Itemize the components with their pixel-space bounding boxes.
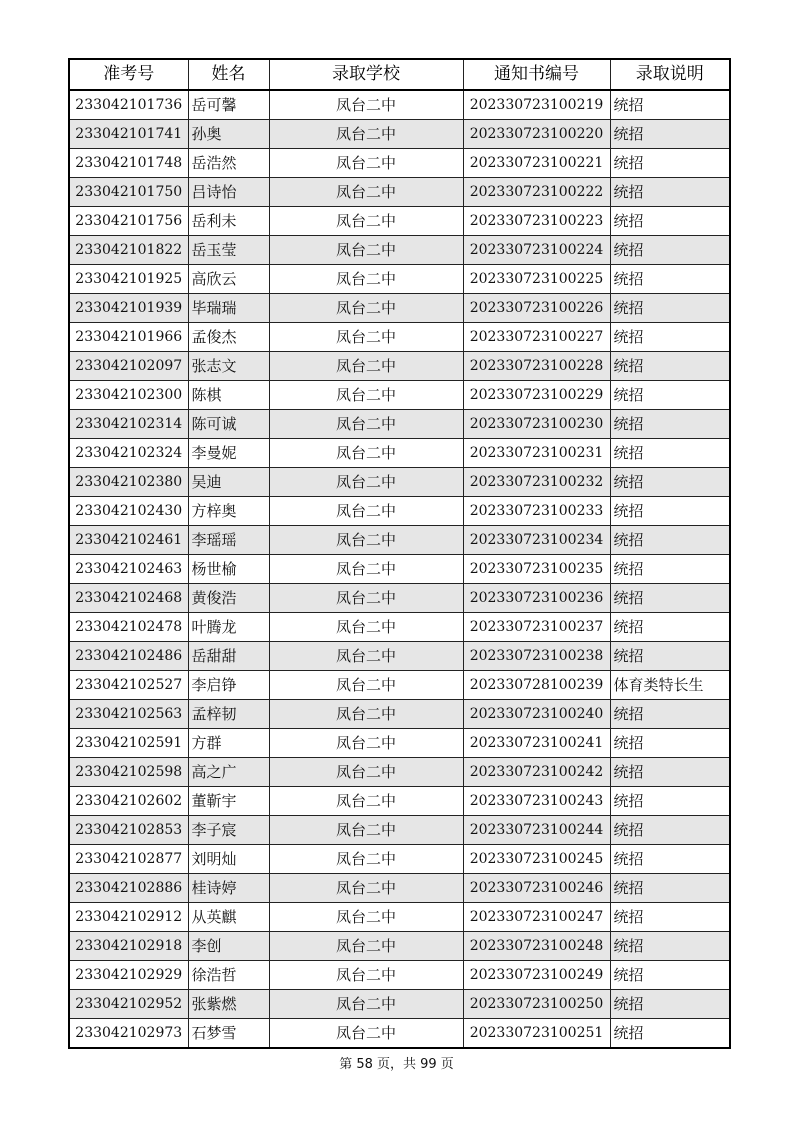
table-row xyxy=(69,903,730,932)
table-row xyxy=(69,816,730,845)
cell-school: 凤台二中 xyxy=(269,729,463,758)
cell-admission-note: 统招 xyxy=(610,149,730,178)
cell-notice-number: 202330728100239 xyxy=(463,671,610,700)
cell-admission-note: 统招 xyxy=(610,352,730,381)
cell-exam-id: 233042102430 xyxy=(69,497,188,526)
header-school: 录取学校 xyxy=(269,59,463,90)
cell-exam-id: 233042102463 xyxy=(69,555,188,584)
cell-school: 凤台二中 xyxy=(269,526,463,555)
cell-exam-id: 233042102912 xyxy=(69,903,188,932)
table-row xyxy=(69,729,730,758)
table-row xyxy=(69,468,730,497)
table-row xyxy=(69,497,730,526)
header-name: 姓名 xyxy=(188,59,269,90)
cell-notice-number: 202330723100231 xyxy=(463,439,610,468)
table-row xyxy=(69,410,730,439)
table-row xyxy=(69,294,730,323)
cell-notice-number: 202330723100251 xyxy=(463,1019,610,1049)
cell-school: 凤台二中 xyxy=(269,468,463,497)
table-row xyxy=(69,120,730,149)
cell-admission-note: 统招 xyxy=(610,787,730,816)
table-row xyxy=(69,787,730,816)
cell-exam-id: 233042102478 xyxy=(69,613,188,642)
cell-student-name: 孙奥 xyxy=(188,120,269,149)
cell-student-name: 陈棋 xyxy=(188,381,269,410)
table-row xyxy=(69,613,730,642)
cell-exam-id: 233042102973 xyxy=(69,1019,188,1049)
cell-school: 凤台二中 xyxy=(269,1019,463,1049)
cell-exam-id: 233042101736 xyxy=(69,90,188,120)
cell-student-name: 孟梓韧 xyxy=(188,700,269,729)
cell-exam-id: 233042101925 xyxy=(69,265,188,294)
cell-student-name: 岳甜甜 xyxy=(188,642,269,671)
table-row xyxy=(69,1019,730,1049)
cell-school: 凤台二中 xyxy=(269,787,463,816)
cell-admission-note: 统招 xyxy=(610,207,730,236)
page-footer: 第 58 页，共 99 页 xyxy=(339,1057,454,1072)
cell-admission-note: 统招 xyxy=(610,178,730,207)
cell-exam-id: 233042101822 xyxy=(69,236,188,265)
cell-exam-id: 233042101939 xyxy=(69,294,188,323)
cell-school: 凤台二中 xyxy=(269,149,463,178)
cell-admission-note: 统招 xyxy=(610,584,730,613)
cell-school: 凤台二中 xyxy=(269,903,463,932)
cell-school: 凤台二中 xyxy=(269,555,463,584)
cell-notice-number: 202330723100233 xyxy=(463,497,610,526)
cell-notice-number: 202330723100227 xyxy=(463,323,610,352)
cell-notice-number: 202330723100235 xyxy=(463,555,610,584)
cell-notice-number: 202330723100222 xyxy=(463,178,610,207)
cell-student-name: 石梦雪 xyxy=(188,1019,269,1049)
cell-student-name: 徐浩哲 xyxy=(188,961,269,990)
cell-student-name: 高之广 xyxy=(188,758,269,787)
cell-notice-number: 202330723100234 xyxy=(463,526,610,555)
table-row xyxy=(69,526,730,555)
admission-table-container xyxy=(68,58,729,1049)
cell-notice-number: 202330723100229 xyxy=(463,381,610,410)
cell-admission-note: 统招 xyxy=(610,990,730,1019)
cell-student-name: 董靳宇 xyxy=(188,787,269,816)
cell-exam-id: 233042102598 xyxy=(69,758,188,787)
table-row xyxy=(69,323,730,352)
cell-school: 凤台二中 xyxy=(269,120,463,149)
cell-school: 凤台二中 xyxy=(269,845,463,874)
cell-notice-number: 202330723100244 xyxy=(463,816,610,845)
cell-admission-note: 统招 xyxy=(610,439,730,468)
cell-student-name: 毕瑞瑞 xyxy=(188,294,269,323)
cell-student-name: 杨世榆 xyxy=(188,555,269,584)
cell-school: 凤台二中 xyxy=(269,613,463,642)
cell-student-name: 从英麒 xyxy=(188,903,269,932)
cell-notice-number: 202330723100224 xyxy=(463,236,610,265)
cell-school: 凤台二中 xyxy=(269,961,463,990)
cell-admission-note: 统招 xyxy=(610,932,730,961)
cell-student-name: 叶腾龙 xyxy=(188,613,269,642)
header-row xyxy=(69,59,730,90)
cell-exam-id: 233042102486 xyxy=(69,642,188,671)
table-row xyxy=(69,439,730,468)
cell-admission-note: 统招 xyxy=(610,236,730,265)
cell-admission-note: 统招 xyxy=(610,468,730,497)
cell-admission-note: 统招 xyxy=(610,323,730,352)
cell-exam-id: 233042102468 xyxy=(69,584,188,613)
cell-school: 凤台二中 xyxy=(269,584,463,613)
cell-notice-number: 202330723100247 xyxy=(463,903,610,932)
cell-exam-id: 233042102380 xyxy=(69,468,188,497)
cell-school: 凤台二中 xyxy=(269,323,463,352)
cell-school: 凤台二中 xyxy=(269,932,463,961)
cell-school: 凤台二中 xyxy=(269,236,463,265)
cell-exam-id: 233042102461 xyxy=(69,526,188,555)
table-row xyxy=(69,961,730,990)
cell-exam-id: 233042102877 xyxy=(69,845,188,874)
header-admission-note: 录取说明 xyxy=(610,59,730,90)
cell-admission-note: 统招 xyxy=(610,294,730,323)
cell-school: 凤台二中 xyxy=(269,874,463,903)
cell-student-name: 刘明灿 xyxy=(188,845,269,874)
cell-student-name: 李创 xyxy=(188,932,269,961)
cell-exam-id: 233042102853 xyxy=(69,816,188,845)
cell-admission-note: 统招 xyxy=(610,729,730,758)
admission-table xyxy=(68,58,731,1049)
cell-student-name: 陈可诚 xyxy=(188,410,269,439)
table-row xyxy=(69,207,730,236)
cell-exam-id: 233042102952 xyxy=(69,990,188,1019)
cell-notice-number: 202330723100250 xyxy=(463,990,610,1019)
cell-notice-number: 202330723100230 xyxy=(463,410,610,439)
cell-notice-number: 202330723100228 xyxy=(463,352,610,381)
cell-school: 凤台二中 xyxy=(269,381,463,410)
header-notice-number: 通知书编号 xyxy=(463,59,610,90)
cell-exam-id: 233042102097 xyxy=(69,352,188,381)
cell-school: 凤台二中 xyxy=(269,990,463,1019)
cell-admission-note: 统招 xyxy=(610,613,730,642)
table-row xyxy=(69,845,730,874)
cell-student-name: 黄俊浩 xyxy=(188,584,269,613)
table-row xyxy=(69,700,730,729)
cell-notice-number: 202330723100237 xyxy=(463,613,610,642)
cell-admission-note: 统招 xyxy=(610,120,730,149)
cell-student-name: 岳浩然 xyxy=(188,149,269,178)
cell-notice-number: 202330723100226 xyxy=(463,294,610,323)
table-row xyxy=(69,90,730,120)
cell-student-name: 桂诗婷 xyxy=(188,874,269,903)
cell-admission-note: 统招 xyxy=(610,90,730,120)
cell-admission-note: 统招 xyxy=(610,526,730,555)
cell-student-name: 吴迪 xyxy=(188,468,269,497)
cell-school: 凤台二中 xyxy=(269,207,463,236)
cell-admission-note: 统招 xyxy=(610,1019,730,1049)
cell-exam-id: 233042101748 xyxy=(69,149,188,178)
cell-admission-note: 统招 xyxy=(610,700,730,729)
cell-notice-number: 202330723100238 xyxy=(463,642,610,671)
cell-admission-note: 统招 xyxy=(610,642,730,671)
cell-student-name: 张紫燃 xyxy=(188,990,269,1019)
table-row xyxy=(69,758,730,787)
cell-notice-number: 202330723100223 xyxy=(463,207,610,236)
cell-notice-number: 202330723100219 xyxy=(463,90,610,120)
cell-exam-id: 233042102563 xyxy=(69,700,188,729)
cell-student-name: 方群 xyxy=(188,729,269,758)
cell-school: 凤台二中 xyxy=(269,816,463,845)
cell-school: 凤台二中 xyxy=(269,410,463,439)
cell-admission-note: 统招 xyxy=(610,903,730,932)
cell-notice-number: 202330723100243 xyxy=(463,787,610,816)
cell-student-name: 高欣云 xyxy=(188,265,269,294)
cell-school: 凤台二中 xyxy=(269,439,463,468)
cell-notice-number: 202330723100241 xyxy=(463,729,610,758)
cell-exam-id: 233042102300 xyxy=(69,381,188,410)
cell-exam-id: 233042101750 xyxy=(69,178,188,207)
cell-student-name: 李瑶瑶 xyxy=(188,526,269,555)
table-row xyxy=(69,990,730,1019)
cell-school: 凤台二中 xyxy=(269,758,463,787)
cell-student-name: 李启铮 xyxy=(188,671,269,700)
table-row xyxy=(69,352,730,381)
cell-student-name: 岳可馨 xyxy=(188,90,269,120)
cell-student-name: 方梓奥 xyxy=(188,497,269,526)
cell-school: 凤台二中 xyxy=(269,671,463,700)
cell-exam-id: 233042102591 xyxy=(69,729,188,758)
table-row xyxy=(69,584,730,613)
cell-admission-note: 统招 xyxy=(610,845,730,874)
cell-admission-note: 统招 xyxy=(610,816,730,845)
cell-admission-note: 统招 xyxy=(610,758,730,787)
table-row xyxy=(69,381,730,410)
cell-school: 凤台二中 xyxy=(269,700,463,729)
cell-notice-number: 202330723100249 xyxy=(463,961,610,990)
cell-notice-number: 202330723100232 xyxy=(463,468,610,497)
cell-exam-id: 233042102886 xyxy=(69,874,188,903)
cell-school: 凤台二中 xyxy=(269,497,463,526)
table-header xyxy=(69,59,730,90)
cell-notice-number: 202330723100245 xyxy=(463,845,610,874)
cell-student-name: 孟俊杰 xyxy=(188,323,269,352)
cell-student-name: 吕诗怡 xyxy=(188,178,269,207)
cell-admission-note: 统招 xyxy=(610,410,730,439)
cell-school: 凤台二中 xyxy=(269,265,463,294)
table-row xyxy=(69,178,730,207)
cell-notice-number: 202330723100221 xyxy=(463,149,610,178)
table-row xyxy=(69,236,730,265)
cell-notice-number: 202330723100225 xyxy=(463,265,610,294)
cell-admission-note: 统招 xyxy=(610,555,730,584)
table-row xyxy=(69,555,730,584)
table-row xyxy=(69,642,730,671)
cell-notice-number: 202330723100240 xyxy=(463,700,610,729)
table-row xyxy=(69,671,730,700)
cell-school: 凤台二中 xyxy=(269,352,463,381)
cell-exam-id: 233042101741 xyxy=(69,120,188,149)
cell-student-name: 李子宸 xyxy=(188,816,269,845)
cell-exam-id: 233042101966 xyxy=(69,323,188,352)
table-row xyxy=(69,265,730,294)
cell-notice-number: 202330723100236 xyxy=(463,584,610,613)
cell-school: 凤台二中 xyxy=(269,178,463,207)
cell-exam-id: 233042102527 xyxy=(69,671,188,700)
cell-exam-id: 233042102314 xyxy=(69,410,188,439)
cell-notice-number: 202330723100248 xyxy=(463,932,610,961)
cell-exam-id: 233042102602 xyxy=(69,787,188,816)
table-row xyxy=(69,874,730,903)
cell-school: 凤台二中 xyxy=(269,90,463,120)
cell-admission-note: 统招 xyxy=(610,961,730,990)
cell-exam-id: 233042102324 xyxy=(69,439,188,468)
cell-exam-id: 233042102929 xyxy=(69,961,188,990)
header-exam-id: 准考号 xyxy=(69,59,188,90)
cell-exam-id: 233042101756 xyxy=(69,207,188,236)
cell-notice-number: 202330723100220 xyxy=(463,120,610,149)
cell-student-name: 岳玉莹 xyxy=(188,236,269,265)
cell-admission-note: 统招 xyxy=(610,265,730,294)
table-row xyxy=(69,149,730,178)
cell-notice-number: 202330723100246 xyxy=(463,874,610,903)
cell-student-name: 张志文 xyxy=(188,352,269,381)
table-row xyxy=(69,932,730,961)
cell-admission-note: 统招 xyxy=(610,497,730,526)
cell-student-name: 岳利未 xyxy=(188,207,269,236)
table-body xyxy=(69,90,730,1048)
cell-admission-note: 体育类特长生 xyxy=(610,671,730,700)
cell-school: 凤台二中 xyxy=(269,294,463,323)
cell-exam-id: 233042102918 xyxy=(69,932,188,961)
cell-admission-note: 统招 xyxy=(610,874,730,903)
cell-admission-note: 统招 xyxy=(610,381,730,410)
cell-school: 凤台二中 xyxy=(269,642,463,671)
cell-notice-number: 202330723100242 xyxy=(463,758,610,787)
cell-student-name: 李曼妮 xyxy=(188,439,269,468)
